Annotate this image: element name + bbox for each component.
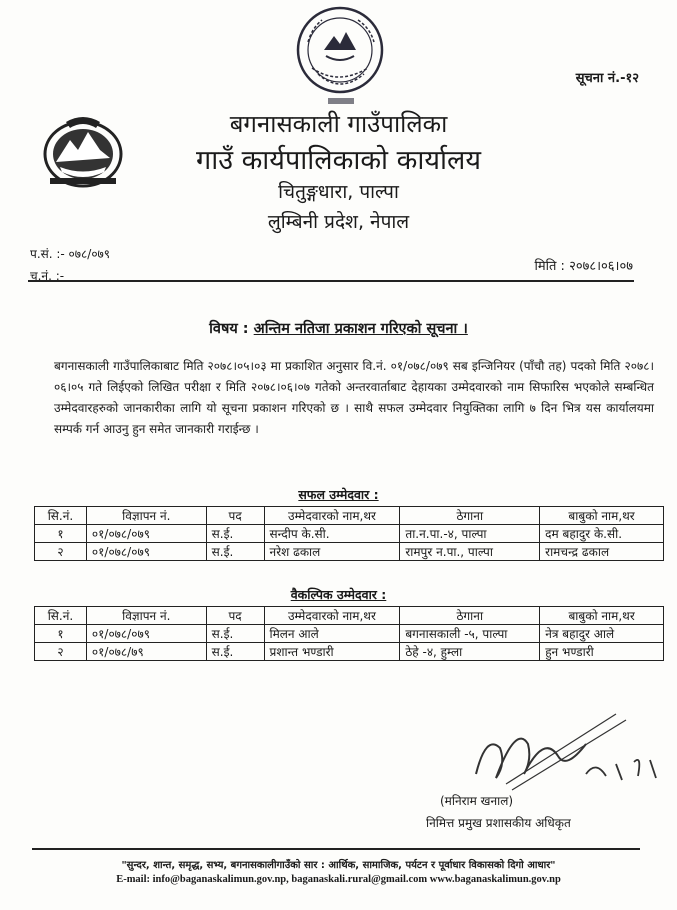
column-header: सि.नं. [35, 507, 87, 525]
table-cell: ०१/०७८/०७९ [86, 525, 206, 543]
province-country: लुम्बिनी प्रदेश, नेपाल [267, 211, 410, 233]
subject-text: अन्तिम नतिजा प्रकाशन गरिएको सूचना । [253, 321, 468, 337]
footer-divider [32, 848, 640, 850]
dispatch-number: च.नं. :- [30, 269, 65, 283]
table-cell: प्रशान्त भण्डारी [264, 643, 400, 661]
footer-contact: E-mail: info@baganaskalimun.gov.np, baganaskali.rural@gmail.com www.baganaskalimun.gov.np [116, 874, 561, 885]
column-header: उम्मेदवारको नाम,थर [264, 507, 400, 525]
table-cell: ०१/०७८/७९ [86, 643, 206, 661]
table-cell: दम बहादुर के.सी. [540, 525, 664, 543]
table-cell: सन्दीप के.सी. [264, 525, 400, 543]
column-header: उम्मेदवारको नाम,थर [264, 607, 400, 625]
subject-line [0, 318, 677, 338]
column-header: बाबुको नाम,थर [540, 607, 664, 625]
table-cell: स.ई. [206, 625, 264, 643]
table-row [35, 643, 664, 661]
table-cell: हुन भण्डारी [540, 643, 664, 661]
table-row [35, 543, 664, 561]
table-cell: स.ई. [206, 525, 264, 543]
table-row [35, 625, 664, 643]
column-header: पद [206, 507, 264, 525]
table-cell: रामचन्द्र ढकाल [540, 543, 664, 561]
table-cell: २ [35, 543, 87, 561]
table-row [35, 525, 664, 543]
office-seal-stamp [278, 2, 398, 110]
footer-motto: "सुन्दर, शान्त, समृद्ध, सभ्य, बगनासकालीगाउँको सार : आर्थिक, सामाजिक, पर्यटन र पूर्वाधार विकासको दिगो आधार" [121, 860, 556, 871]
signer-name: (मनिराम खनाल) [440, 794, 514, 808]
column-header: ठेगाना [400, 507, 540, 525]
column-header: बाबुको नाम,थर [540, 507, 664, 525]
table-cell: स.ई. [206, 643, 264, 661]
office-name: गाउँ कार्यपालिकाको कार्यालय [196, 145, 481, 176]
table-cell: नेत्र बहादुर आले [540, 625, 664, 643]
successful-candidates-table [34, 506, 664, 561]
table-cell: स.ई. [206, 543, 264, 561]
table-cell: २ [35, 643, 87, 661]
letter-ref-number: प.सं. :- ०७८/०७९ [30, 247, 111, 261]
header-divider [28, 280, 634, 282]
signer-title: निमित्त प्रमुख प्रशासकीय अधिकृत [426, 816, 571, 830]
column-header: ठेगाना [400, 607, 540, 625]
table-cell: ता.न.पा.-४, पाल्पा [400, 525, 540, 543]
table-cell: ठेहे -४, हुम्ला [400, 643, 540, 661]
table-cell: १ [35, 525, 87, 543]
table-cell: मिलन आले [264, 625, 400, 643]
notice-body: बगनासकाली गाउँपालिकाबाट मिति २०७८।०५।०३ मा प्रकाशित अनुसार वि.नं. ०१/०७८/०७९ सब इन्जिनियर (पाँचौ तह) पदको मिति २०७८।०६।०५ गते लिईएको लिखित परीक्षा र मिति २०७८।०६।०७ गतेको अन्तरवार्ताबाट देहायका उम्मेदवारको नाम सिफारिस भएकोले सम्बन्धित उम्मेदवारहरुको जानकारीका लागि यो सूचना प्रकाशन गरिएको छ । साथै सफल उम्मेदवार नियुक्तिका लागि ७ दिन भित्र यस कार्यालयमा सम्पर्क गर्न आउनु हुन समेत जानकारी गराईन्छ । [54, 359, 654, 436]
table-cell: ०१/०७८/०७९ [86, 543, 206, 561]
table-cell: रामपुर न.पा., पाल्पा [400, 543, 540, 561]
notice-number: सूचना नं.-१२ [575, 71, 639, 86]
notice-date: मिति : २०७८।०६।०७ [534, 259, 633, 274]
table-cell: नरेश ढकाल [264, 543, 400, 561]
successful-candidates-title: सफल उम्मेदवार : [298, 487, 379, 502]
alternate-candidates-title: वैकल्पिक उम्मेदवार : [290, 587, 387, 602]
table-header-row [35, 507, 664, 525]
alternate-candidates-table [34, 606, 664, 661]
table-cell: बगनासकाली -५, पाल्पा [400, 625, 540, 643]
column-header: सि.नं. [35, 607, 87, 625]
municipality-name: बगनासकाली गाउँपालिका [229, 110, 448, 138]
column-header: पद [206, 607, 264, 625]
table-cell: १ [35, 625, 87, 643]
table-cell: ०१/०७८/०७९ [86, 625, 206, 643]
column-header: विज्ञापन नं. [86, 607, 206, 625]
column-header: विज्ञापन नं. [86, 507, 206, 525]
handwritten-signature [466, 704, 676, 800]
table-header-row [35, 607, 664, 625]
office-location: चितुङ्गधारा, पाल्पा [278, 181, 399, 203]
subject-label: विषय : [209, 321, 249, 337]
